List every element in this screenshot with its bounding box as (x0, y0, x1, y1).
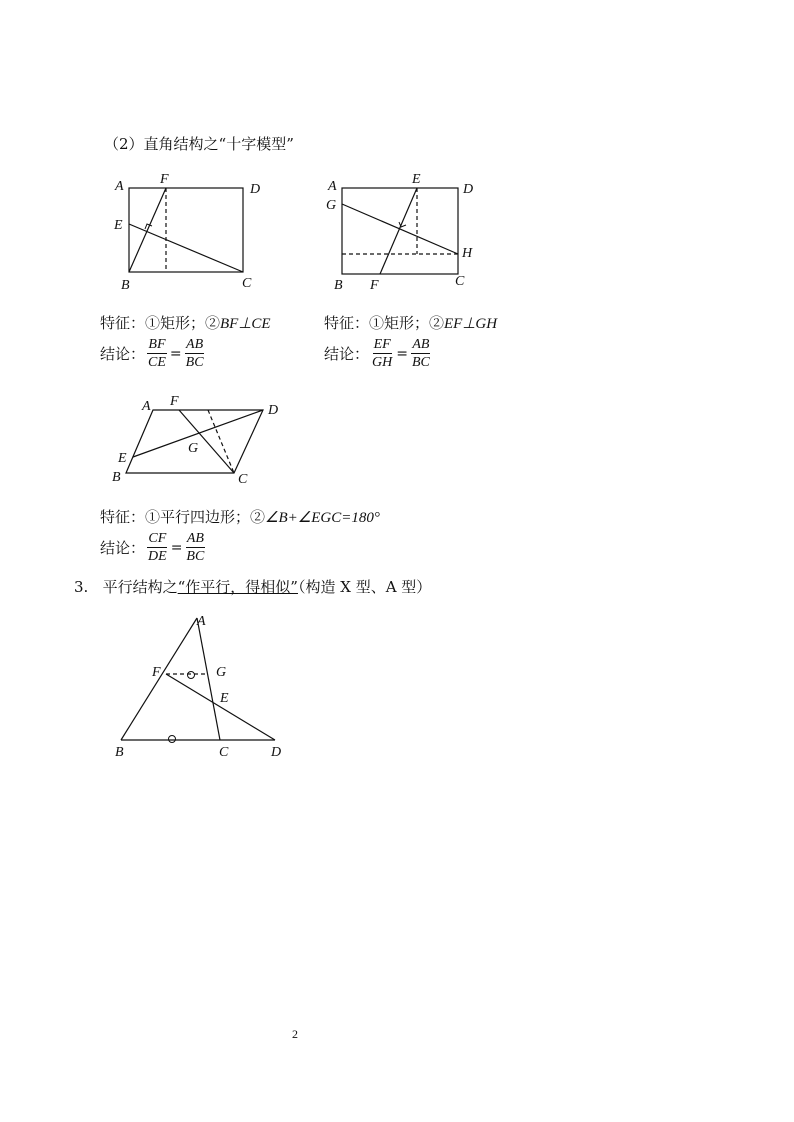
segment-ef (380, 188, 417, 274)
section3-number: 3. (74, 578, 89, 596)
segment-gh (342, 204, 458, 254)
label-d: D (250, 182, 261, 197)
segment-fd (166, 674, 275, 740)
fig2-feature: 特征：①矩形；②EF⊥GH (324, 314, 498, 332)
fraction-left: $\frac{BF}{CE}$ (148, 337, 166, 370)
label-f: F (370, 278, 379, 293)
label-b: B (112, 470, 121, 485)
segment-bf (129, 188, 166, 272)
label-e: E (118, 451, 127, 466)
fraction-right: $\frac{AB}{BC}$ (186, 531, 205, 564)
equal-mark-fg (188, 672, 195, 679)
segment-ce (129, 224, 243, 272)
label-e: E (220, 691, 229, 706)
figure-rectangle-ef-gh (320, 168, 485, 294)
rectangle-abcd (129, 188, 243, 272)
fig3-conclusion: 结论： $\frac{CF}{DE}$ = $\frac{AB}{BC}$ (100, 531, 205, 564)
label-a: A (142, 399, 151, 414)
label-a: A (197, 614, 206, 629)
fig2-conclusion: 结论： $\frac{EF}{GH}$ = $\frac{AB}{BC}$ (324, 337, 430, 370)
label-g: G (326, 198, 337, 213)
fig1-conclusion: 结论： $\frac{BF}{CE}$ = $\frac{AB}{BC}$ (100, 337, 204, 370)
label-a: A (328, 179, 337, 194)
label-c: C (219, 745, 229, 760)
label-b: B (334, 278, 343, 293)
fraction-right: $\frac{AB}{BC}$ (411, 337, 430, 370)
label-g: G (188, 441, 199, 456)
label-c: C (238, 472, 248, 487)
label-d: D (268, 403, 279, 418)
section3-heading: 3. 平行结构之“作平行，得相似”（构造 X 型、A 型） (74, 578, 432, 596)
label-c: C (242, 276, 252, 291)
fig1-feature: 特征：①矩形；②BF⊥CE (100, 314, 271, 332)
label-d: D (271, 745, 282, 760)
section3-underlined: “作平行，得相似” (177, 578, 298, 596)
label-e: E (412, 172, 421, 187)
label-h: H (462, 246, 473, 261)
equal-mark-bc (169, 736, 176, 743)
dashed-line (208, 410, 234, 473)
label-d: D (463, 182, 474, 197)
page-number: 2 (292, 1027, 298, 1041)
fraction-left: $\frac{EF}{GH}$ (372, 337, 393, 370)
label-g: G (216, 665, 227, 680)
label-f: F (152, 665, 161, 680)
label-c: C (455, 274, 465, 289)
fig3-feature: 特征：①平行四边形；②∠B+∠EGC=180° (100, 508, 380, 526)
label-b: B (115, 745, 124, 760)
label-f: F (160, 172, 169, 187)
figure-rectangle-bf-ce (110, 168, 270, 294)
label-b: B (121, 278, 130, 293)
fraction-right: $\frac{AB}{BC}$ (185, 337, 204, 370)
figure-triangle-parallel (110, 608, 290, 763)
figure-parallelogram (108, 390, 288, 490)
rectangle-abcd (342, 188, 458, 274)
section-title: （2）直角结构之“十字模型” (104, 135, 294, 153)
fraction-left: $\frac{CF}{DE}$ (148, 531, 167, 564)
label-e: E (114, 218, 123, 233)
label-a: A (115, 179, 124, 194)
label-f: F (170, 394, 179, 409)
